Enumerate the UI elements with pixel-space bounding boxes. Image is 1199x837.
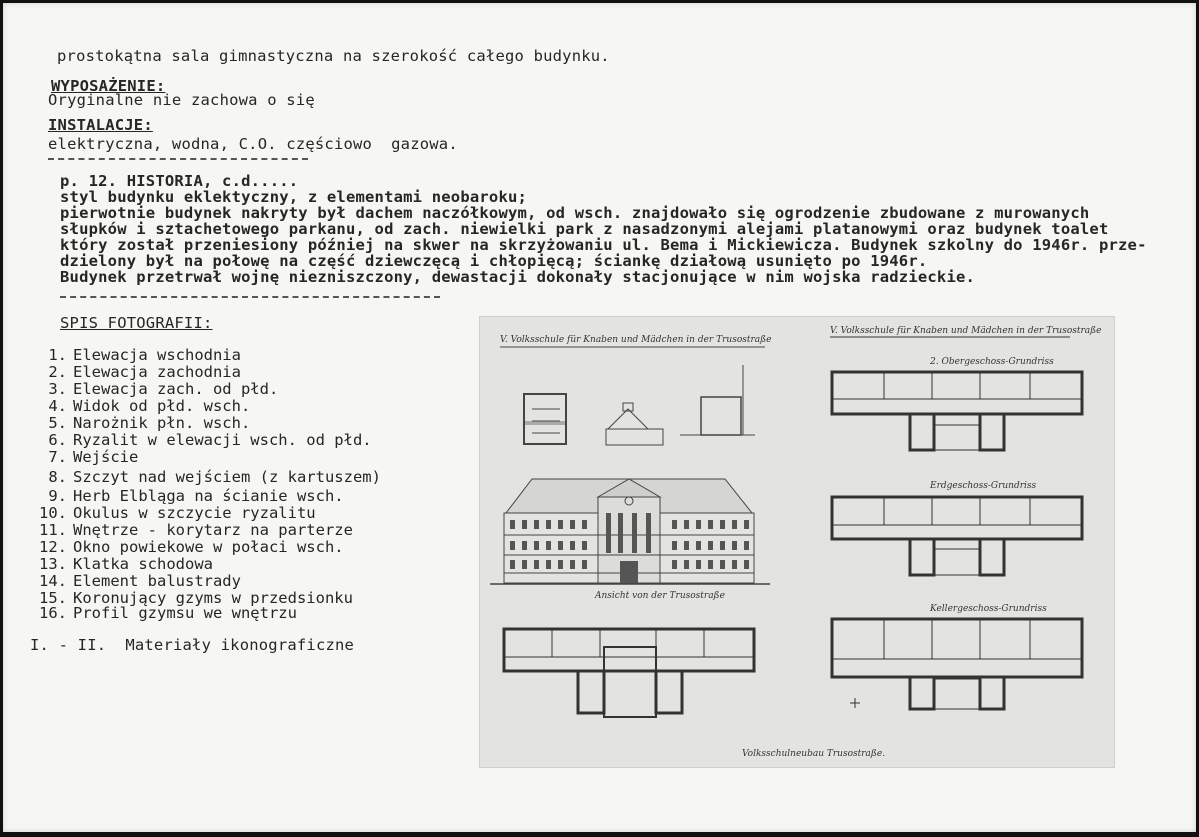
list-item-number: 13.	[39, 555, 67, 573]
list-item-number: 16.	[39, 604, 67, 622]
list-item	[33, 347, 241, 363]
list-item-label: Elewacja wschodnia	[73, 346, 241, 364]
list-item-label: Element balustrady	[73, 572, 241, 590]
list-item	[33, 488, 344, 504]
facade-caption: Ansicht von der Trusostraße	[595, 591, 725, 601]
instalacje-heading: INSTALACJE:	[48, 116, 153, 134]
list-item-number: 9.	[48, 487, 67, 505]
list-item-number: 4.	[48, 397, 67, 415]
document-page	[3, 3, 1196, 832]
intro-line: prostokątna sala gimnastyczna na szerokość całego budynku.	[57, 47, 610, 65]
list-item-label: Wejście	[73, 448, 139, 466]
list-item-number: 5.	[48, 414, 67, 432]
list-item-label: Wnętrze - korytarz na parterze	[73, 521, 353, 539]
list-item-number: 11.	[39, 521, 67, 539]
list-item-number: 3.	[48, 380, 67, 398]
list-item-number: 7.	[48, 448, 67, 466]
list-item-label: Herb Elbląga na ścianie wsch.	[73, 487, 344, 505]
divider-line	[48, 158, 308, 160]
list-item-label: Narożnik płn. wsch.	[73, 414, 251, 432]
historia-line-1: p. 12. HISTORIA, c.d.....	[60, 172, 299, 190]
list-item	[33, 415, 250, 431]
historia-line-4: słupków i sztachetowego parkanu, od zach. niewielki park z nasadzonymi alejami platanowymi oraz budynek toalet	[60, 220, 1109, 238]
divider-line	[60, 296, 440, 298]
plate-bottom-caption: Volksschulneubau Trusostraße.	[742, 749, 886, 759]
list-item-number: 12.	[39, 538, 67, 556]
list-item-label: Widok od płd. wsch.	[73, 397, 251, 415]
historia-line-5: który został przeniesiony później na skwer na skrzyżowaniu ul. Bema i Mickiewicza. Budynek szkolny do 1946r. prze-	[60, 236, 1147, 254]
list-item-label: Ryzalit w elewacji wsch. od płd.	[73, 431, 372, 449]
spis-heading: SPIS FOTOGRAFII:	[60, 314, 213, 332]
list-item	[33, 449, 138, 465]
floor-caption-3: Kellergeschoss-Grundriss	[930, 604, 1047, 614]
list-item-number: 10.	[39, 504, 67, 522]
list-item-number: 15.	[39, 589, 67, 607]
list-item-number: 8.	[48, 468, 67, 486]
wyposazenie-text: Oryginalne nie zachowa o się	[48, 91, 315, 109]
list-item	[33, 432, 372, 448]
list-item	[33, 364, 241, 380]
plate-drawing	[480, 317, 1114, 767]
wyposazenie-heading: WYPOSAŻENIE:	[51, 77, 166, 95]
historia-line-2: styl budynku eklektyczny, z elementami neobaroku;	[60, 188, 528, 206]
list-item-label: Elewacja zachodnia	[73, 363, 241, 381]
floor-caption-2: Erdgeschoss-Grundriss	[930, 481, 1037, 491]
list-item-number: 2.	[48, 363, 67, 381]
list-item	[33, 605, 297, 621]
list-item	[33, 381, 278, 397]
materials-line: I. - II. Materiały ikonograficzne	[30, 636, 355, 654]
list-item-number: 6.	[48, 431, 67, 449]
instalacje-text: elektryczna, wodna, C.O. częściowo gazowa.	[48, 135, 458, 153]
list-item	[33, 573, 241, 589]
list-item	[33, 556, 213, 572]
plate-title-left: V. Volksschule für Knaben und Mädchen in der Trusostraße	[500, 335, 772, 345]
historia-line-3: pierwotnie budynek nakryty był dachem naczółkowym, od wsch. znajdowało się ogrodzenie zbudowane z murowanych	[60, 204, 1090, 222]
historia-line-7: Budynek przetrwał wojnę niezniszczony, dewastacji dokonały stacjonujące w nim wojska radzieckie.	[60, 268, 976, 286]
architectural-plate	[479, 316, 1115, 768]
list-item-label: Okno powiekowe w połaci wsch.	[73, 538, 344, 556]
list-item-label: Profil gzymsu we wnętrzu	[73, 604, 297, 622]
list-item	[33, 505, 316, 521]
list-item-number: 14.	[39, 572, 67, 590]
list-item	[33, 539, 344, 555]
floor-caption-1: 2. Obergeschoss-Grundriss	[930, 357, 1054, 367]
list-item	[33, 398, 250, 414]
list-item-label: Szczyt nad wejściem (z kartuszem)	[73, 468, 381, 486]
list-item	[33, 469, 381, 485]
historia-line-6: dzielony był na połowę na część dziewczęcą i chłopięcą; ściankę działową usunięto po 1946r.	[60, 252, 928, 270]
list-item-label: Okulus w szczycie ryzalitu	[73, 504, 316, 522]
list-item-number: 1.	[48, 346, 67, 364]
list-item-label: Klatka schodowa	[73, 555, 213, 573]
list-item-label: Elewacja zach. od płd.	[73, 380, 279, 398]
plate-title-right: V. Volksschule für Knaben und Mädchen in der Trusostraße	[830, 326, 1102, 336]
list-item-label: Koronujący gzyms w przedsionku	[73, 589, 353, 607]
list-item	[33, 522, 353, 538]
